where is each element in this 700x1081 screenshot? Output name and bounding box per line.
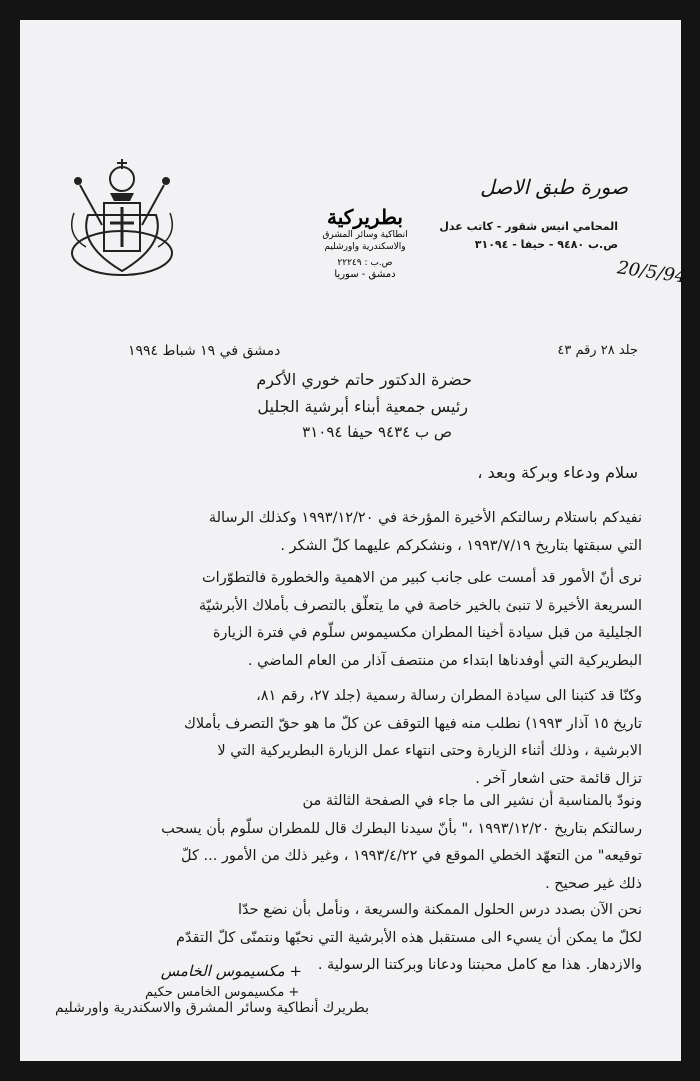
signature-title: بطريرك أنطاكية وسائر المشرق والاسكندرية واورشليم (55, 1000, 370, 1016)
letter-reference: جلد ٢٨ رقم ٤٣ (557, 343, 638, 358)
letterhead-line2: والاسكندرية واورشليم (324, 242, 406, 252)
letter-date: دمشق في ١٩ شباط ١٩٩٤ (128, 343, 281, 359)
patriarchate-emblem-icon (66, 155, 178, 281)
body-paragraph-4 (82, 788, 642, 898)
lawyer-stamp-line2: ص.ب ٩٤٨٠ - حيفا - ٣١٠٩٤ (474, 238, 618, 251)
body-line: الجليلية من قبل سيادة أخينا المطران مكسيموس سلّوم في فترة الزيارة (212, 625, 642, 641)
body-line: ذلك غير صحيح . (545, 875, 642, 892)
body-line: السريعة الأخيرة لا تنبئ بالخير خاصة في ما يتعلّق بالتصرف بأملاك الأبرشيّة (198, 597, 642, 614)
handwritten-note: صورة طبق الاصل (480, 175, 628, 199)
recipient-address: ص ب ٩٤٣٤ حيفا ٣١٠٩٤ (302, 423, 452, 441)
signature: + مكسيموس الخامس (160, 962, 302, 980)
body-line: الابرشية ، وذلك أثناء الزيارة وحتى انتهاء عمل الزيارة البطريركية التي لا (217, 743, 642, 759)
body-line: والازدهار. هذا مع كامل محبتنا ودعانا وبركتنا الرسولية . (317, 957, 642, 973)
body-line: وكنّا قد كتبنا الى سيادة المطران رسالة رسمية (جلد ٢٧، رقم ٨١، (256, 688, 642, 704)
recipient-title: حضرة الدكتور حاتم خوري الأكرم (256, 370, 472, 389)
body-line: رسالتكم بتاريخ ١٩٩٣/١٢/٢٠ ،" بأنّ سيدنا البطرك قال للمطران سلّوم بأن يسحب (161, 820, 642, 837)
greeting: سلام ودعاء وبركة وبعد ، (477, 463, 638, 482)
letterhead (305, 205, 425, 281)
body-line: نحن الآن بصدد درس الحلول الممكنة والسريعة ، ونأمل بأن نضع حدّا (237, 902, 642, 918)
letterhead-title: بطريركية (327, 205, 403, 229)
body-line: التي سبقتها بتاريخ ١٩٩٣/٧/١٩ ، ونشكركم عليهما كلّ الشكر . (280, 537, 642, 554)
recipient-role: رئيس جمعية أبناء أبرشية الجليل (257, 397, 468, 416)
signature-name: + مكسيموس الخامس حكيم (145, 985, 300, 1000)
body-line: ونودّ بالمناسبة أن نشير الى ما جاء في الصفحة الثالثة من (302, 793, 642, 809)
body-paragraph-1 (82, 505, 642, 560)
letterhead-city: دمشق - سوريا (334, 269, 396, 280)
body-line: نفيدكم باستلام رسالتكم الأخيرة المؤرخة في ١٩٩٣/١٢/٢٠ وكذلك الرسالة (208, 510, 642, 526)
body-line: تزال قائمة حتى اشعار آخر . (475, 770, 642, 787)
body-paragraph-3 (82, 683, 642, 793)
letterhead-pobox: ص.ب : ٢٢٢٤٩ (337, 258, 393, 268)
body-line: لكلّ ما يمكن أن يسيء الى مستقبل هذه الأبرشية التي نحبّها ونتمنّى كلّ التقدّم (176, 929, 642, 946)
handwritten-date: 20/5/94 (615, 257, 688, 288)
body-paragraph-2 (82, 565, 642, 675)
letterhead-line1: انطاكية وسائر المشرق (322, 230, 408, 240)
body-line: البطريركية التي أوفدناها ابتداء من منتصف آذار من العام الماضي . (247, 652, 642, 669)
lawyer-stamp-line1: المحامي انيس شقور - كاتب عدل (439, 220, 618, 233)
body-line: توقيعه" من التعهّد الخطي الموقع في ١٩٩٣/٤/٢٢ ، وغير ذلك من الأمور ... كلّ (181, 848, 642, 864)
body-line: تاريخ ١٥ آذار ١٩٩٣) نطلب منه فيها التوقف عن كلّ ما هو حقّ التصرف بأملاك (183, 715, 642, 732)
body-line: نرى أنّ الأمور قد أمست على جانب كبير من الاهمية والخطورة فالتطوّرات (202, 570, 642, 586)
